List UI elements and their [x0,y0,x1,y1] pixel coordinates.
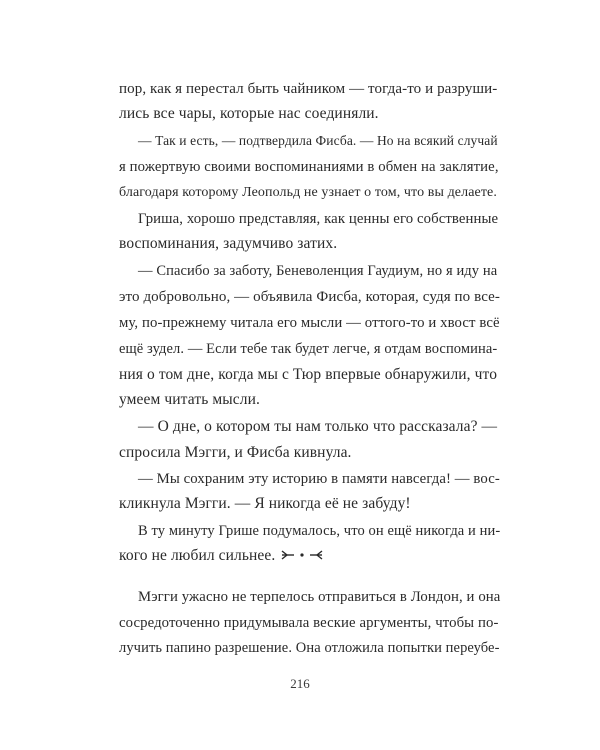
text-line [119,390,600,410]
line-text: В ту минуту Грише подумалось, что он ещё никогда и ни- [138,523,501,539]
text-line [119,638,600,658]
text-line [138,131,600,151]
text-line [119,157,600,177]
section-divider-ornament-icon [280,548,324,562]
line-text: благодаря которому Леопольд не узнает о том, что вы делаете. [119,185,497,200]
text-line [119,613,600,633]
line-text: умеем читать мысли. [119,391,260,408]
line-text: — Так и есть, — подтвердила Фисба. — Но на всякий случай [138,133,498,148]
line-text: воспоминания, задумчиво затих. [119,235,338,252]
text-line [138,469,600,489]
text-line [119,79,502,99]
text-line [119,287,600,307]
page-number: 216 [290,676,310,691]
text-line [119,104,600,124]
line-text: кого не любил сильнее. [119,547,276,564]
line-text: Гриша, хорошо представляя, как ценны его собственные [138,211,499,227]
line-text: — О дне, о котором ты нам только что рассказала? — [138,418,498,435]
text-line [138,261,600,281]
line-text: ния о том дне, когда мы с Тюр впервые обнаружили, что [119,366,498,383]
text-line [119,494,600,514]
line-text: сосредоточенно придумывала веские аргументы, чтобы по- [119,615,499,631]
text-line [138,417,600,437]
text-line [119,546,600,566]
text-line [119,443,600,463]
text-line [138,521,600,541]
line-text: му, по-прежнему читала его мысли — оттого-то и хвост всё [119,315,500,331]
line-text: Мэгги ужасно не терпелось отправиться в Лондон, и она [138,589,501,605]
line-text: — Мы сохраним эту историю в памяти навсегда! — вос- [138,471,500,487]
text-line [138,209,600,229]
line-text: кликнула Мэгги. — Я никогда её не забуду! [119,495,411,512]
text-line [119,365,600,385]
text-line [119,339,600,359]
line-text: ещё зудел. — Если тебе так будет легче, я отдам воспомина- [119,341,498,357]
text-line [119,234,600,254]
text-line [119,313,600,333]
line-text: лучить папино разрешение. Она отложила попытки переубе- [119,640,500,656]
text-line [138,587,600,607]
line-text: — Спасибо за заботу, Беневоленция Гаудиум, но я иду на [138,263,498,279]
line-text: это добровольно, — объявила Фисба, которая, судя по все- [119,289,501,305]
line-text: пор, как я перестал быть чайником — тогда-то и разруши- [119,81,498,97]
line-text: я пожертвую своими воспоминаниями в обмен на заклятие, [119,159,499,175]
line-text: лись все чары, которые нас соединяли. [119,105,379,122]
line-text: спросила Мэгги, и Фисба кивнула. [119,444,352,461]
text-line [119,182,600,203]
